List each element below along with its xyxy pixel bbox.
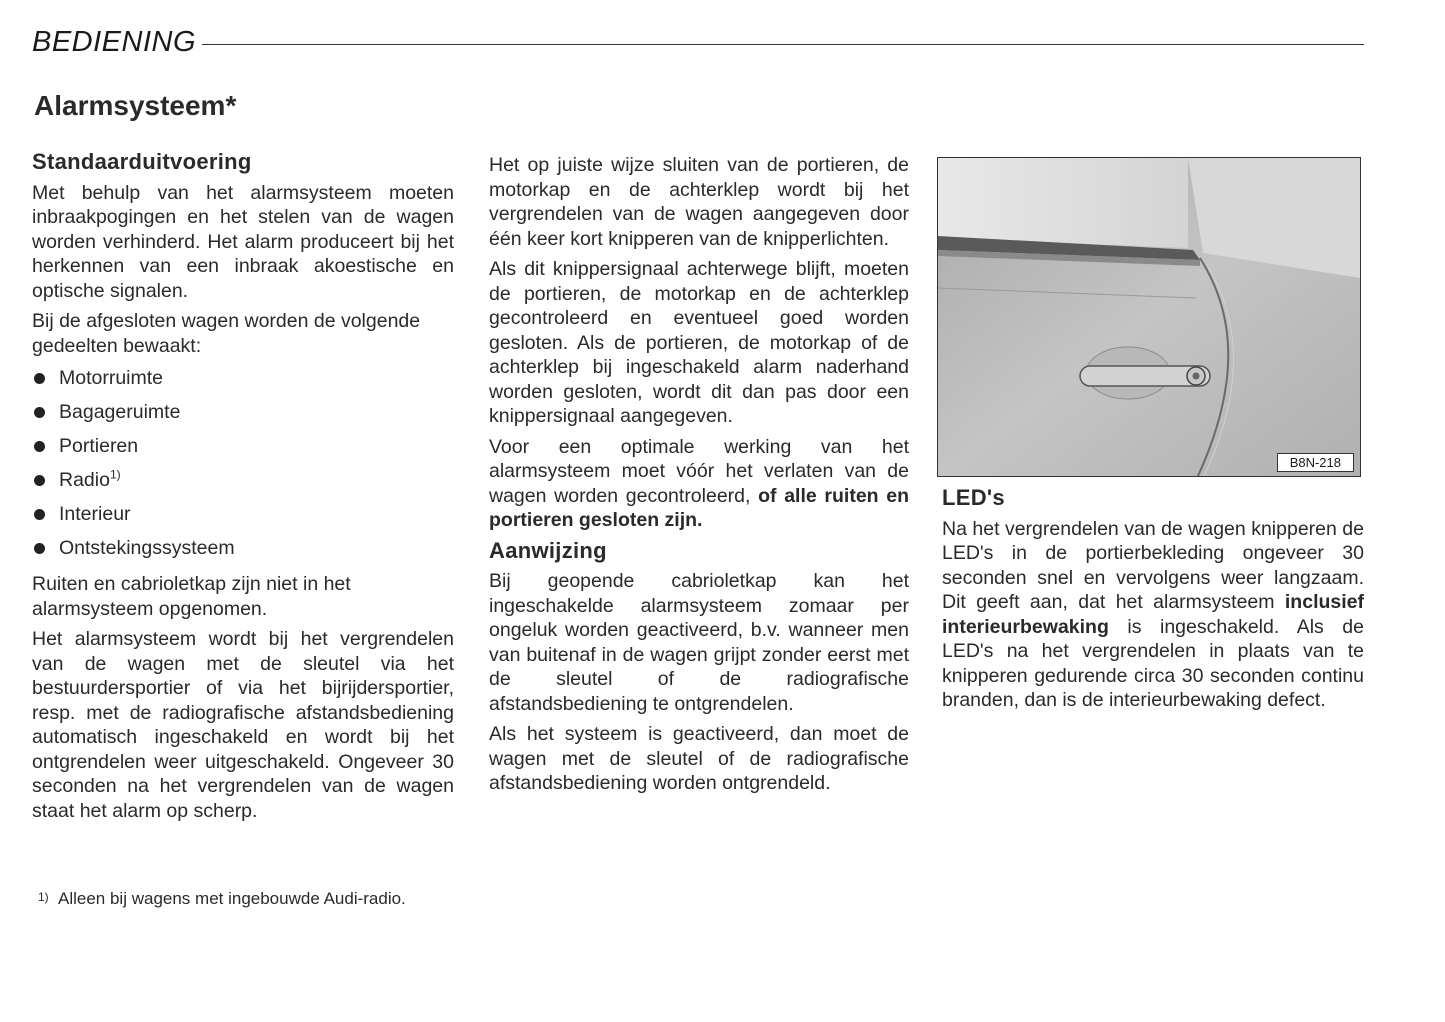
list-item: Portieren <box>32 432 454 466</box>
section-title: BEDIENING <box>32 26 197 58</box>
section-header <box>32 26 1364 62</box>
column-left <box>32 150 454 829</box>
list-item: Motorruimte <box>32 364 454 398</box>
note-paragraph-1: Bij geopende cabrioletkap kan het ingeschakelde alarmsysteem zomaar per ongeluk worden geactiveerd, b.v. wanneer men van buitenaf in de wagen grijpt zonder eerst met de sleutel of de radiografische afstandsbediening te ontgrendelen. <box>489 570 909 715</box>
list-item: Bagageruimte <box>32 398 454 432</box>
list-item: Radio$^{1)}$ <box>32 466 454 500</box>
no-signal-paragraph: Als dit knippersignaal achterwege blijft, moeten de portieren, de motorkap en de achterklep gecontroleerd en eventueel goed worden gesloten. Als de portieren, de motorkap of de achterklep bij ingeschakeld alarm naderhand worden gesloten, wordt dit dan pas door een knippersignaal aangegeven. <box>489 258 909 427</box>
closing-indicator-paragraph: Het op juiste wijze sluiten van de portieren, de motorkap en de achterklep wordt bij het vergrendelen van de wagen aangegeven door één keer kort knipperen van de knipperlichten. <box>489 154 909 250</box>
activation-paragraph: Het alarmsysteem wordt bij het vergrendelen van de wagen met de sleutel via het bestuurdersportier of via het bijrijdersportier, resp. met de radiografische afstandsbediening automatisch ingeschakeld en wordt bij het ontgrendelen weer uitgeschakeld. Ongeveer 30 seconden na het vergrendelen van de wagen staat het alarm op scherp. <box>32 628 454 822</box>
footnote-mark: 1) <box>38 890 49 904</box>
bullet-icon <box>34 475 45 486</box>
emphasis-text: of alle ruiten en portieren gesloten zijn. <box>489 484 910 531</box>
bullet-icon <box>34 509 45 520</box>
list-item: Interieur <box>32 500 454 534</box>
standard-heading: Standaarduitvoering <box>32 149 252 174</box>
car-door-illustration <box>938 158 1360 476</box>
column-right <box>942 486 1364 719</box>
footnote <box>38 888 448 910</box>
optimal-operation-paragraph: Voor een optimale werking van het alarmsysteem moet vóór het verlaten van de wagen worden gecontroleerd, of alle ruiten en portieren gesloten zijn. <box>489 435 910 531</box>
bullet-icon <box>34 441 45 452</box>
emphasis-text: inclusief interieurbewaking <box>942 591 1364 638</box>
note-paragraph-2: Als het systeem is geactiveerd, dan moet de wagen met de sleutel of de radiografische afstandsbediening worden ontgrendeld. <box>489 723 909 794</box>
led-paragraph: Na het vergrendelen van de wagen knipperen de LED's in de portierbekleding ongeveer 30 seconden snel en vervolgens weer langzaam. Dit geeft aan, dat het alarmsysteem inclusief interieurbewaking is ingeschakeld. Als de LED's na het vergrendelen in plaats van te knipperen gedurende circa 30 seconden continu branden, dan is de interieurbewaking defect. <box>942 517 1364 711</box>
bullet-icon <box>34 543 45 554</box>
excluded-parts-paragraph: Ruiten en cabrioletkap zijn niet in het alarmsysteem opgenomen. <box>32 573 351 620</box>
figure-label: B8N-218 <box>1277 453 1354 472</box>
list-item: Ontstekingssysteem <box>32 534 454 568</box>
footnote-reference: 1) <box>109 467 121 482</box>
footnote-text: Alleen bij wagens met ingebouwde Audi-radio. <box>58 889 406 908</box>
column-middle <box>489 153 909 802</box>
bullet-icon <box>34 407 45 418</box>
door-handle-figure <box>937 157 1361 477</box>
header-rule <box>202 44 1364 45</box>
led-heading: LED's <box>942 485 1005 510</box>
page-title: Alarmsysteem* <box>34 90 237 121</box>
bullet-icon <box>34 373 45 384</box>
monitored-parts-list <box>32 364 454 568</box>
intro-paragraph: Met behulp van het alarmsysteem moeten inbraakpogingen en het stelen van de wagen worden verhinderd. Het alarm produceert bij het herkennen van een inbraak akoestische en optische signalen. <box>32 181 454 302</box>
note-heading: Aanwijzing <box>489 537 607 563</box>
monitored-parts-intro: Bij de afgesloten wagen worden de volgende gedeelten bewaakt: <box>32 310 421 357</box>
